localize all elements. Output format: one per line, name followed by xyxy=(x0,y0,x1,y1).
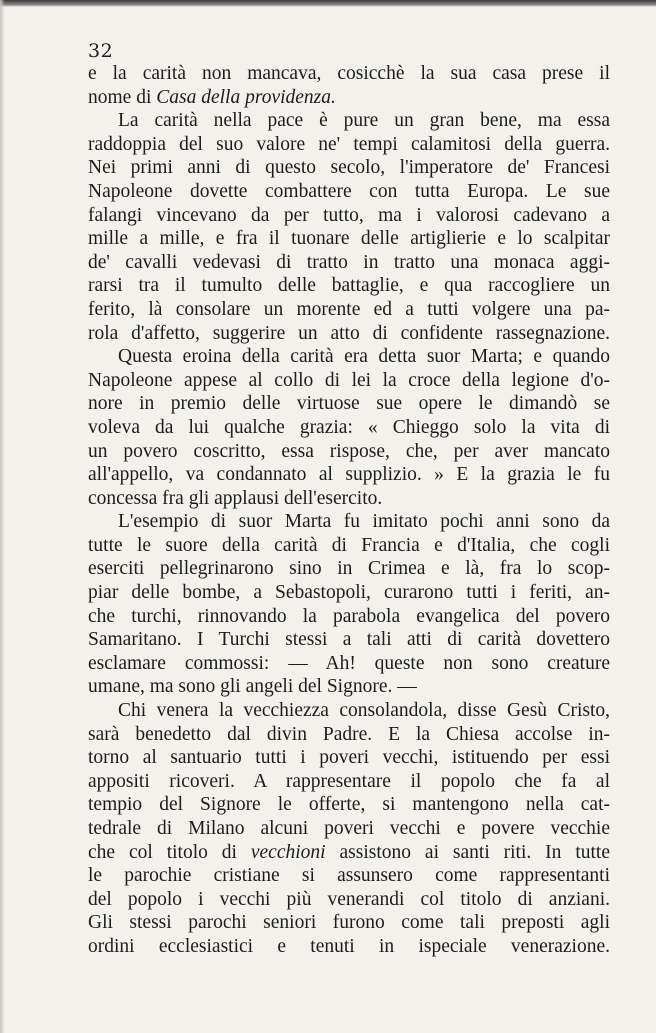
text-line: umane, ma sono gli angeli del Signore. — xyxy=(88,676,417,698)
page-body xyxy=(88,62,610,959)
text-run: che col titolo di xyxy=(88,841,251,863)
text-line: tedrale di Milano alcuni poveri vecchi e povere vecchie xyxy=(88,818,610,839)
text-line: piar delle bombe, a Sebastopoli, curarono tutti i feriti, an- xyxy=(88,582,610,604)
text-line: mille a mille, e fra il tuonare delle artiglierie e lo scalpitar xyxy=(88,228,610,250)
paragraph xyxy=(88,510,610,699)
italic-text: Casa della providenza. xyxy=(156,86,336,108)
text-line: esclamare commossi: — Ah! queste non sono creature xyxy=(88,652,610,674)
text-line: un povero coscritto, essa rispose, che, per aver mancato xyxy=(88,440,610,462)
text-line: Chi venera la vecchiezza consolandola, disse Gesù Cristo, xyxy=(118,700,610,722)
text-line: rarsi tra il tumulto delle battaglie, e qua raccogliere un xyxy=(88,275,610,297)
paragraph xyxy=(88,699,610,959)
text-line: ferito, là consolare un morente ed a tutti volgere una pa- xyxy=(88,298,610,320)
text-line: Gli stessi parochi seniori furono come tali preposti agli xyxy=(88,912,610,934)
text-line: del popolo i vecchi più venerandi col titolo di anziani. xyxy=(88,888,610,910)
text-run: assistono ai santi riti. In tutte xyxy=(325,841,610,863)
text-line: Napoleone dovette combattere con tutta Europa. Le sue xyxy=(88,180,610,202)
paragraph xyxy=(88,345,610,510)
text-line: all'appello, va condannato al supplizio. » E la grazia le fu xyxy=(88,464,610,486)
text-line: Nei primi anni di questo secolo, l'imperatore de' Francesi xyxy=(88,157,610,179)
text-line xyxy=(88,841,610,865)
text-line: falangi vincevano da per tutto, ma i valorosi cadevano a xyxy=(88,204,610,226)
text-line: ordini ecclesiastici e tenuti in ispeciale venerazione. xyxy=(88,935,610,957)
page-left-edge xyxy=(0,0,5,1033)
text-line: de' cavalli vedevasi di tratto in tratto una monaca aggi- xyxy=(88,251,610,273)
text-line: tempio del Signore le offerte, si mantengono nella cat- xyxy=(88,794,610,816)
text-line: rola d'affetto, suggerire un atto di confidente rassegnazione. xyxy=(88,322,610,344)
text-line: eserciti pellegrinarono sino in Crimea e là, fra lo scop- xyxy=(88,558,610,580)
text-line xyxy=(88,86,610,110)
text-line: che turchi, rinnovando la parabola evangelica del povero xyxy=(88,605,610,627)
text-line: nore in premio delle virtuose sue opere le dimandò se xyxy=(88,393,610,415)
text-line: Napoleone appese al collo di lei la croce della legione d'o- xyxy=(88,369,610,391)
page-number: 32 xyxy=(88,40,114,62)
text-line: L'esempio di suor Marta fu imitato pochi anni sono da xyxy=(118,511,610,533)
text-line: voleva da lui qualche grazia: « Chieggo solo la vita di xyxy=(88,416,610,438)
text-line: Questa eroina della carità era detta suor Marta; e quando xyxy=(118,346,610,368)
text-line: torno al santuario tutti i poveri vecchi, istituendo per essi xyxy=(88,747,610,769)
text-line: le parochie cristiane si assunsero come rappresentanti xyxy=(88,865,610,887)
text-line: sarà benedetto dal divin Padre. E la Chiesa accolse in- xyxy=(88,723,610,745)
text-line: raddoppia del suo valore ne' tempi calamitosi della guerra. xyxy=(88,133,610,155)
text-line: tutte le suore della carità di Francia e d'Italia, che cogli xyxy=(88,534,610,556)
text-line: concessa fra gli applausi dell'esercito. xyxy=(88,487,383,509)
text-run: nome di xyxy=(88,86,157,108)
italic-text: vecchioni xyxy=(250,841,326,863)
text-line: Samaritano. I Turchi stessi a tali atti di carità dovettero xyxy=(88,629,610,651)
page-top-shadow xyxy=(0,0,656,7)
text-line: appositi ricoveri. A rappresentare il popolo che fa al xyxy=(88,770,610,792)
text-line: e la carità non mancava, cosicchè la sua casa prese il xyxy=(88,63,610,84)
text-line: La carità nella pace è pure un gran bene, ma essa xyxy=(118,110,610,132)
paragraph xyxy=(88,109,610,345)
paragraph xyxy=(88,62,610,109)
